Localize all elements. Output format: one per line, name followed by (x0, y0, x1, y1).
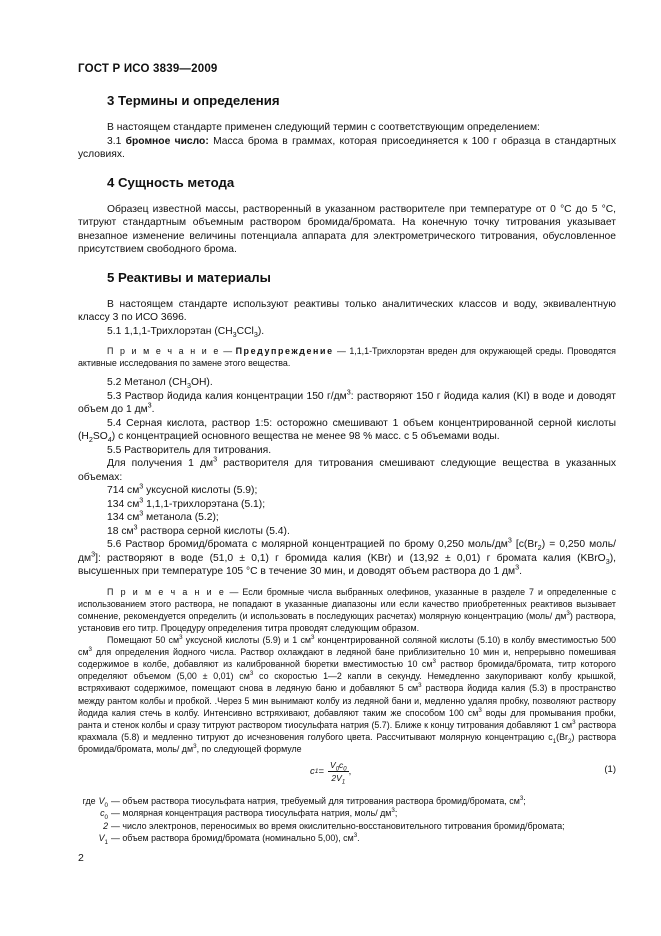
formula-fraction: $\frac{V_0c_0}{2V_1}$ (330, 760, 347, 786)
titer-procedure: Помещают 50 $см^3$ уксусной кислоты (5.9) и 1 $см^3$ концентрированной соляной кислоты (5.10) в колбу вместимостью 500 $см^3$ для определения йодного числа. Раствор охлаждают в ледяной бане приблизительно 10 мин и, непрерывно помешивая содержимое в колбе, добавляют из калиброванной бюретки вместимостью 10 $см^3$ раствор бромида/бромата, титр которого определяют объемом (5,00 ± 0,01) $см^3$ со скоростью 1—2 капли в секунду. Немедленно закупоривают колбу крышкой, встряхивают содержимое, помещают снова в ледяную баню и добавляют 5 $см^3$ раствора йодида калия (5.3) в пространство между рантом колбы и пробкой. .Через 5 мин вынимают колбу из ледяной бани и, медленно удаляя пробку, позволяют раствору йодида калия стечь в колбу. Интенсивно встряхивают, добавляют таким же способом 100 $см^3$ воды для промывания пробки, ранта и стенок колбы и сразу титруют раствором тиосульфата натрия (5.7). Ближе к концу титрования добавляют 1 $см^3$ раствора крахмала (5.8) и медленно титруют до исчезновения голубого цвета. Рассчитывают молярную концентрацию $c_1(Br_2)$ раствора бромида/бромата, моль/ $дм^3$, по следующей формуле (78, 634, 617, 754)
section-3-intro: В настоящем стандарте применен следующий термин с соответствующим определением: (107, 122, 540, 133)
where-item: где $V_0$ — объем раствора тиосульфата натрия, требуемый для титрования раствора бромид/бромата, $см^3$; (82, 795, 526, 809)
note-titer: П р и м е ч а н и е — Если бромные числа выбранных олефинов, указанные в разделе 7 и определенные с использованием этого раствора, не попадают в указанные диапазоны или если качество приобретенных реактивов вызывает сомнение, рекомендуется определить (и использовать в последующих расчетах) молярную концентрацию (моль/ $дм^3$) раствора, установив его титр. Процедуру определения титра проводят следующим образом. (78, 586, 617, 633)
mix-item: 714 $см^3$ уксусной кислоты (5.9); (107, 481, 258, 497)
mix-list (78, 481, 616, 538)
where-item: $V_1$ — объем раствора бромид/бромата (номинально 5,00), $см^3$. (98, 832, 360, 846)
section-4-title: 4 Сущность метода (107, 174, 235, 190)
where-item: $c_0$ — молярная концентрация раствора тиосульфата натрия, моль/ $дм^3$; (100, 807, 398, 822)
note-warning: П р и м е ч а н и е — Предупреждение — 1,1,1-Трихлорэтан вреден для окружающей среды. Проводятся активные исследования по замене этого вещества. (78, 346, 616, 369)
where-item: 2 — число электронов, переносимых во время окислительно-восстановительного титрования бромид/бромата; (103, 820, 565, 831)
formula-1 (78, 757, 616, 791)
formula-expression: c 1 = $\frac{V_0c_0}{2V_1}$ , (310, 760, 352, 786)
item-5-4: 5.4 Серная кислота, раствор 1:5: осторожно смешивают 1 объем концентрированной серной кислоты $(H_2SO_4)$ с концентрацией основного вещества не менее 98 % масс. с 5 объемами воды. (78, 417, 616, 445)
section-5-intro: В настоящем стандарте используют реактивы только аналитических классов и воду, эквивалентную классу 3 по ИСО 3696. (78, 298, 616, 323)
item-5-5: 5.5 Растворитель для титрования. (107, 444, 272, 456)
mix-item: 18 $см^3$ раствора серной кислоты (5.4). (107, 522, 290, 537)
item-5-1: 5.1 1,1,1-Трихлорэтан $(CH_3CCl_3)$. (107, 325, 265, 339)
standard-header: ГОСТ Р ИСО 3839—2009 (78, 63, 218, 75)
item-5-6: 5.6 Раствор бромид/бромата с молярной концентрацией по брому 0,250 моль/$дм^3$ [$c(Br_2) = 0,250$ моль/$дм^3$]: растворяют в воде (51,0 ± 0,1) г бромида калия (KBr) и (13,92 ± 0,01) г бромата калия (KBrO$_3$), высушенных при температуре 105 °С в течение 30 мин, и доводят объем раствора до 1 $дм^3$. (78, 535, 616, 578)
section-5-title: 5 Реактивы и материалы (107, 269, 271, 285)
item-5-3: 5.3 Раствор йодида калия концентрации 150 $г/дм^3$: растворяют 150 г йодида калия (KI) в воде и доводят объем до 1 $дм^3$. (78, 387, 616, 416)
mix-item: 134 $см^3$ 1,1,1-трихлорэтана (5.1); (107, 495, 266, 510)
section-3-title: 3 Термины и определения (107, 93, 280, 108)
content (78, 92, 616, 845)
item-5-5-text: Для получения 1 $дм^3$ растворителя для титрования смешивают следующие вещества в указанных объемах: (78, 454, 616, 483)
section-4-text: Образец известной массы, растворенный в указанном растворителе при температуре от 0 °С до 5 °С, титруют стандартным объемным раствором бромида/бромата. На конечную точку титрования указывает внезапное изменение величины потенциала аппарата для электрометрического титрования, обусловленное присутствием свободного брома. (78, 203, 616, 255)
mix-item: 134 $см^3$ метанола (5.2); (107, 508, 219, 524)
formula-number: (1) (604, 764, 616, 775)
item-5-2: 5.2 Метанол $(CH_3OH)$. (107, 377, 213, 391)
term-3-1: 3.1 бромное число: Масса брома в граммах, которая присоединяется к 100 г образца в стандартных условиях. (78, 135, 616, 160)
where-legend (78, 795, 616, 845)
page-number: 2 (78, 852, 84, 864)
